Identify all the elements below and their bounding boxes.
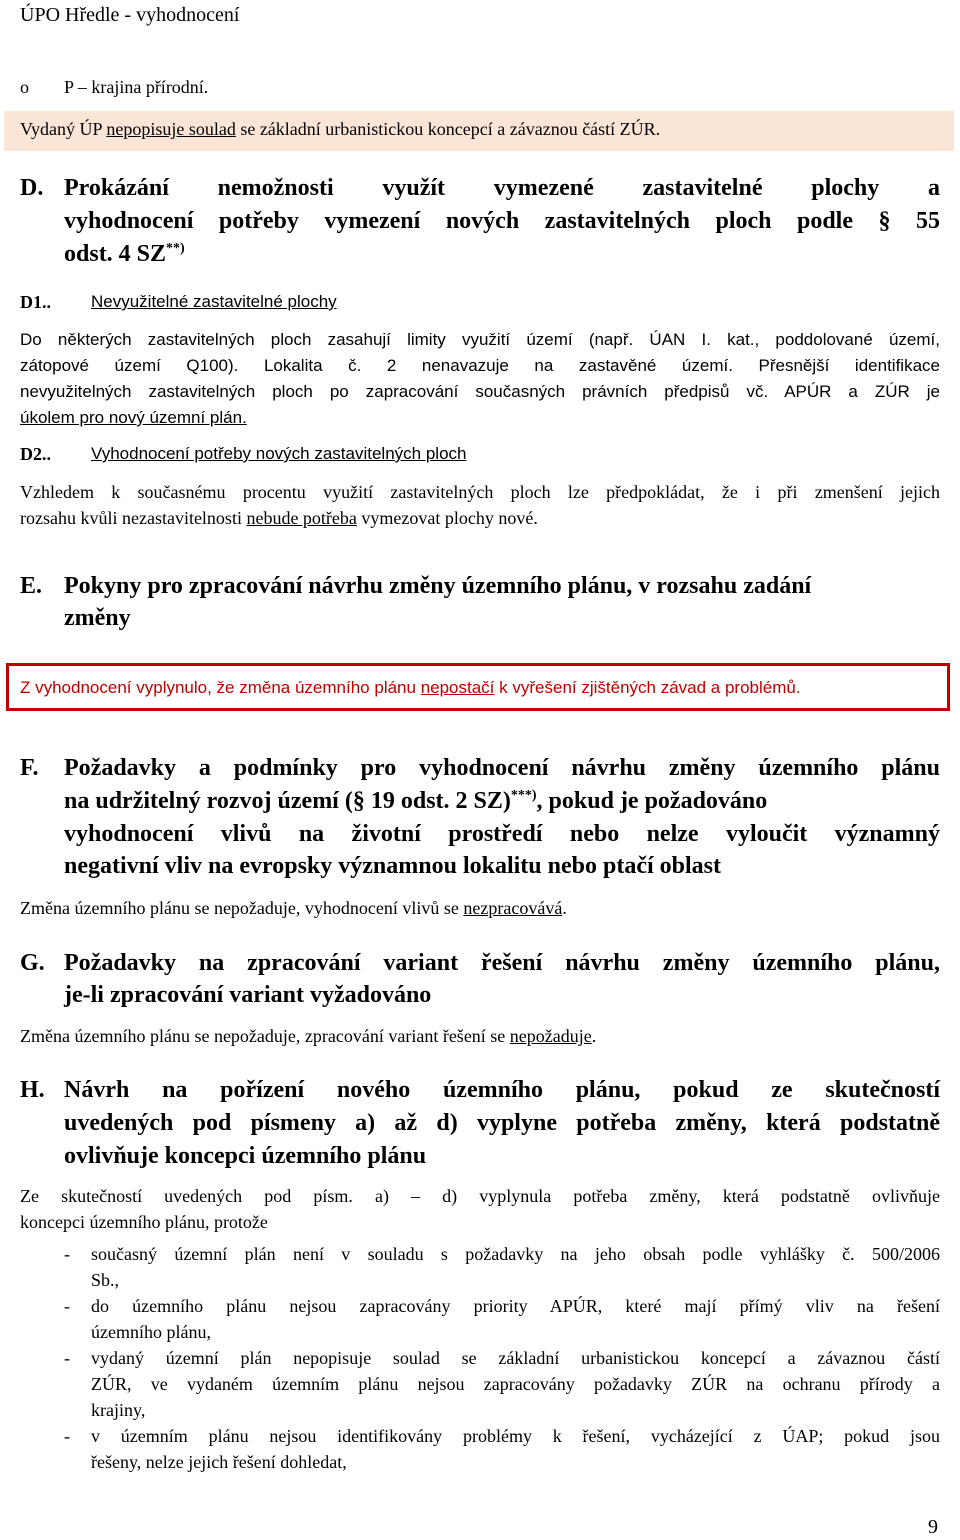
list-item-3-line1: vydaný územní plán nepopisuje soulad se základní urbanistickou koncepcí a závaznou částí: [91, 1348, 940, 1368]
section-h-letter: H.: [20, 1077, 45, 1103]
section-d-letter: D.: [20, 175, 44, 201]
section-e-conclusion-text: Z vyhodnocení vyplynulo, že změna územního plánu nepostačí k vyřešení zjištěných závad a problémů.: [20, 678, 801, 697]
d1-label: D1..: [20, 292, 51, 312]
d2-text-line2: rozsahu kvůli nezastavitelnosti nebude potřeba vymezovat plochy nové.: [20, 508, 538, 528]
section-f-letter: F.: [20, 755, 39, 781]
section-h-heading-line2: uvedených pod písmeny a) až d) vyplyne potřeba změny, která podstatně: [64, 1110, 940, 1136]
section-d-heading-line2: vyhodnocení potřeby vymezení nových zastavitelných ploch podle § 55: [64, 208, 940, 234]
list-item-3-line3: krajiny,: [91, 1400, 146, 1420]
section-h-heading-line3: ovlivňuje koncepci územního plánu: [64, 1143, 427, 1169]
d1-text-line1: Do některých zastavitelných ploch zasahují limity využití území (např. ÚAN I. kat., poddolované území,: [20, 330, 940, 349]
list-item-1-line1: současný územní plán není v souladu s požadavky na jeho obsah podle vyhlášky č. 500/2006: [91, 1244, 940, 1264]
d2-title: Vyhodnocení potřeby nových zastavitelných ploch: [91, 444, 467, 463]
list-item-dash: -: [64, 1244, 70, 1264]
list-item-4-line2: řešeny, nelze jejich řešení dohledat,: [91, 1452, 347, 1472]
section-f-heading-line3: vyhodnocení vlivů na životní prostředí nebo nelze vyloučit významný: [64, 821, 940, 847]
section-h-text-line1: Ze skutečností uvedených pod písm. a) – d) vyplynula potřeba změny, která podstatně ovlivňuje: [20, 1186, 940, 1206]
section-f-heading-line1: Požadavky a podmínky pro vyhodnocení návrhu změny územního plánu: [64, 755, 940, 781]
list-item-4-line1: v územním plánu nejsou identifikovány problémy k řešení, vycházející z ÚAP; pokud jsou: [91, 1426, 940, 1446]
bullet-text: P – krajina přírodní.: [64, 77, 209, 97]
list-item-dash: -: [64, 1348, 70, 1368]
section-g-text: Změna územního plánu se nepožaduje, zpracování variant řešení se nepožaduje.: [20, 1026, 597, 1046]
section-h-text-line2: koncepci územního plánu, protože: [20, 1212, 268, 1232]
bullet-marker: o: [20, 77, 29, 97]
section-f-text: Změna územního plánu se nepožaduje, vyhodnocení vlivů se nezpracovává.: [20, 898, 567, 918]
d1-text-line2: zátopové území Q100). Lokalita č. 2 nenavazuje na zastavěné území. Přesnější identifikace: [20, 356, 940, 375]
section-g-heading-line2: je-li zpracování variant vyžadováno: [64, 982, 432, 1008]
d1-text-line4: úkolem pro nový územní plán.: [20, 408, 247, 427]
section-e-heading-line1: Pokyny pro zpracování návrhu změny územního plánu, v rozsahu zadání: [64, 573, 812, 599]
list-item-dash: -: [64, 1426, 70, 1446]
page-header-title: ÚPO Hředle - vyhodnocení: [20, 4, 240, 26]
section-d-heading-line3: odst. 4 SZ**): [64, 241, 185, 267]
d1-text-line3: nevyužitelných zastavitelných ploch po zapracování současných právních předpisů vč. APÚR a ZÚR je: [20, 382, 940, 401]
section-g-letter: G.: [20, 950, 45, 976]
section-f-heading-line4: negativní vliv na evropsky významnou lokalitu nebo ptačí oblast: [64, 853, 721, 879]
list-item-2-line1: do územního plánu nejsou zapracovány priority APÚR, které mají přímý vliv na řešení: [91, 1296, 940, 1316]
list-item-2-line2: územního plánu,: [91, 1322, 211, 1342]
section-e-heading-line2: změny: [64, 605, 131, 631]
section-d-heading-line1: Prokázání nemožnosti využít vymezené zastavitelné plochy a: [64, 175, 940, 201]
list-item-dash: -: [64, 1296, 70, 1316]
page-number: 9: [928, 1516, 938, 1538]
section-f-heading-line2: na udržitelný rozvoj území (§ 19 odst. 2 SZ)***), pokud je požadováno: [64, 788, 768, 814]
d1-title: Nevyužitelné zastavitelné plochy: [91, 292, 337, 311]
list-item-3-line2: ZÚR, ve vydaném územním plánu nejsou zapracovány požadavky ZÚR na ochranu přírody a: [91, 1374, 940, 1394]
list-item-1-line2: Sb.,: [91, 1270, 120, 1290]
section-g-heading-line1: Požadavky na zpracování variant řešení návrhu změny územního plánu,: [64, 950, 940, 976]
section-h-heading-line1: Návrh na pořízení nového územního plánu, pokud ze skutečností: [64, 1077, 940, 1103]
d2-text-line1: Vzhledem k současnému procentu využití zastavitelných ploch lze předpokládat, že i při zmenšení jejich: [20, 482, 940, 502]
d2-label: D2..: [20, 444, 51, 464]
section-e-letter: E.: [20, 573, 43, 599]
highlight-text: Vydaný ÚP nepopisuje soulad se základní urbanistickou koncepcí a závaznou částí ZÚR.: [20, 119, 661, 139]
